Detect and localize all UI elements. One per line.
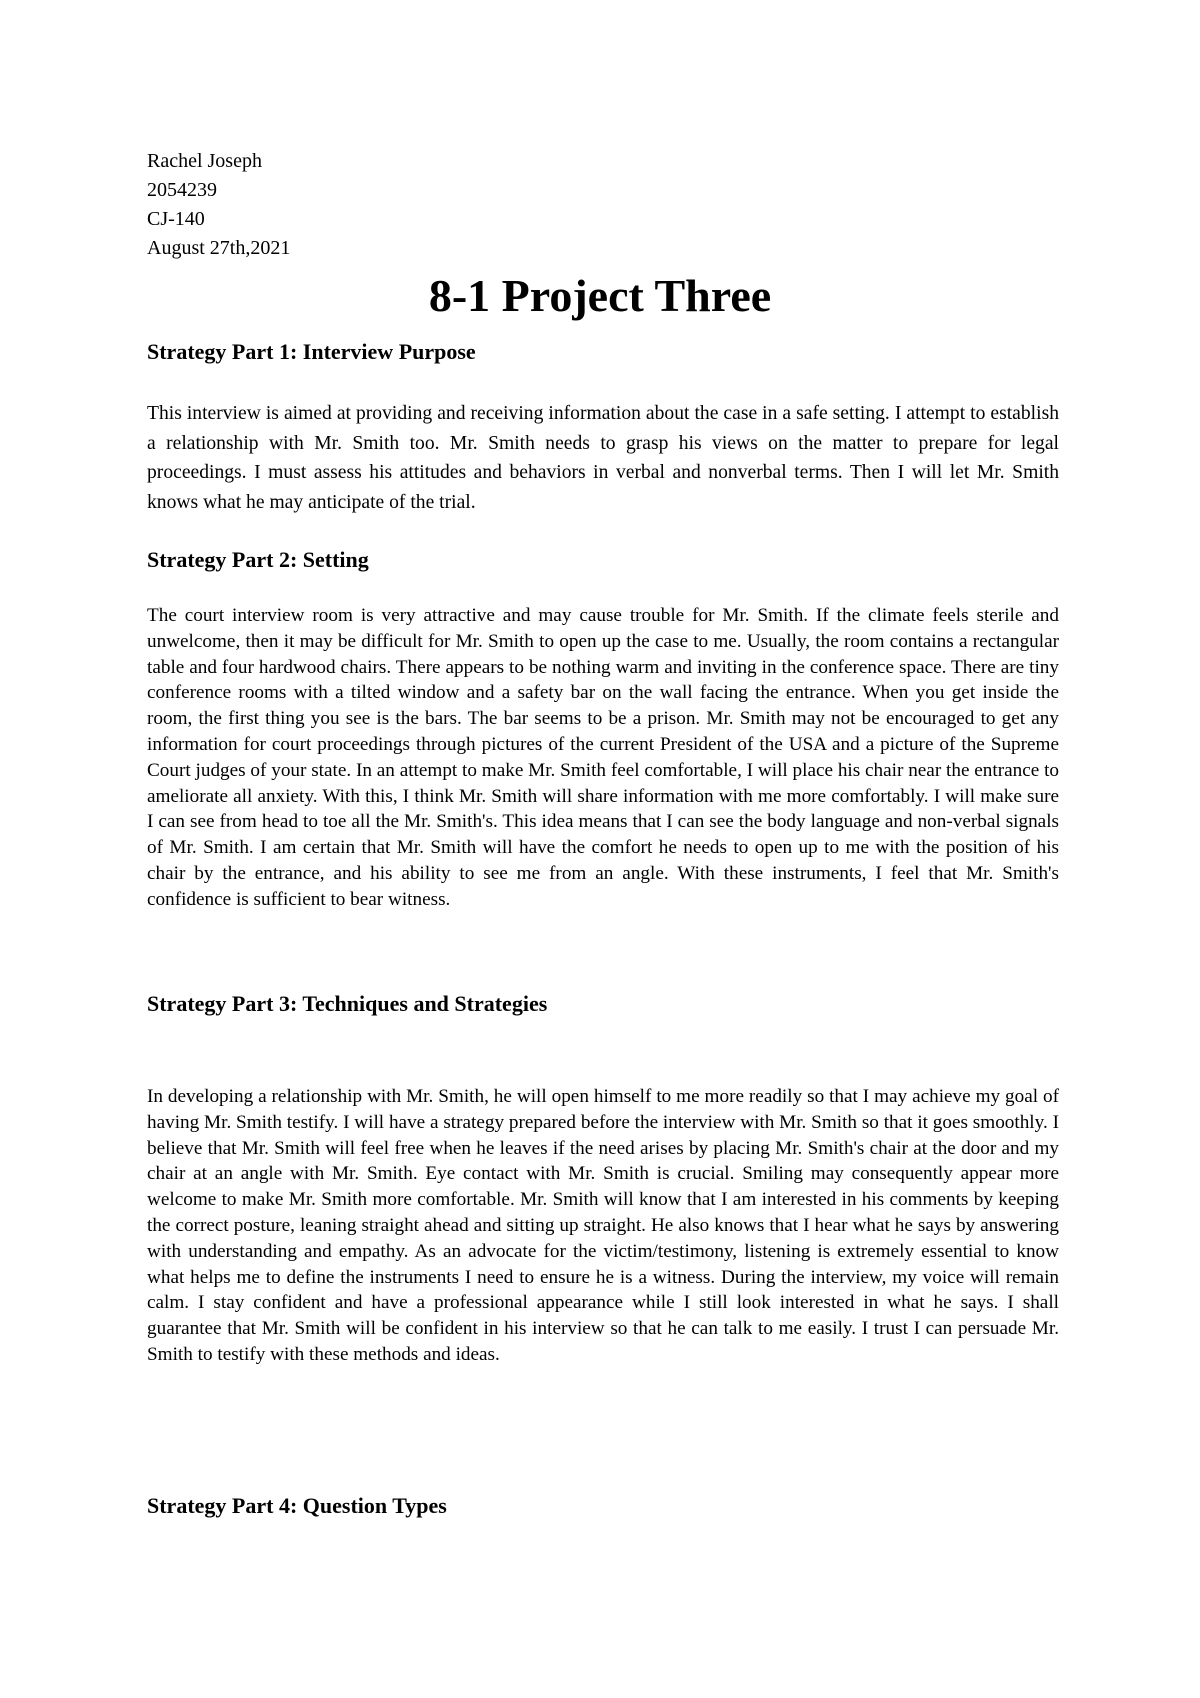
document-date: August 27th,2021 [147,237,291,259]
section-heading-techniques: Strategy Part 3: Techniques and Strategies [147,991,548,1016]
student-id: 2054239 [147,179,217,201]
author-name: Rachel Joseph [147,150,262,172]
section-heading-interview-purpose: Strategy Part 1: Interview Purpose [147,339,476,364]
section-heading-question-types: Strategy Part 4: Question Types [147,1493,447,1518]
section-body-interview-purpose: This interview is aimed at providing and receiving information about the case in a safe setting. I attempt to establish a relationship with Mr. Smith too. Mr. Smith needs to grasp his views on the matter to prepare for legal proceedings. I must assess his attitudes and behaviors in verbal and nonverbal terms. Then I will let Mr. Smith knows what he may anticipate of the trial. [147,403,1059,513]
author-header [147,147,290,263]
section-body-setting: The court interview room is very attractive and may cause trouble for Mr. Smith. If the climate feels sterile and unwelcome, then it may be difficult for Mr. Smith to open up the case to me. Usually, the room contains a rectangular table and four hardwood chairs. There appears to be nothing warm and inviting in the conference space. There are tiny conference rooms with a tilted window and a safety bar on the wall facing the entrance. When you get inside the room, the first thing you see is the bars. The bar seems to be a prison. Mr. Smith may not be encouraged to get any information for court proceedings through pictures of the current President of the USA and a picture of the Supreme Court judges of your state. In an attempt to make Mr. Smith feel comfortable, I will place his chair near the entrance to ameliorate all anxiety. With this, I think Mr. Smith will share information with me more comfortably. I will make sure I can see from head to toe all the Mr. Smith's. This idea means that I can see the body language and non-verbal signals of Mr. Smith. I am certain that Mr. Smith will have the comfort he needs to open up to me with the position of his chair by the entrance, and his ability to see me from an angle. With these instruments, I feel that Mr. Smith's confidence is sufficient to bear witness. [147,605,1059,910]
section-heading-setting: Strategy Part 2: Setting [147,547,369,572]
course-code: CJ-140 [147,208,205,230]
section-body-techniques: In developing a relationship with Mr. Smith, he will open himself to me more readily so that I may achieve my goal of having Mr. Smith testify. I will have a strategy prepared before the interview with Mr. Smith so that it goes smoothly. I believe that Mr. Smith will feel free when he leaves if the need arises by placing Mr. Smith's chair at the door and my chair at an angle with Mr. Smith. Eye contact with Mr. Smith is crucial. Smiling may consequently appear more welcome to make Mr. Smith more comfortable. Mr. Smith will know that I am interested in his comments by keeping the correct posture, leaning straight ahead and sitting up straight. He also knows that I hear what he says by answering with understanding and empathy. As an advocate for the victim/testimony, listening is extremely essential to know what helps me to define the instruments I need to ensure he is a witness. During the interview, my voice will remain calm. I stay confident and have a professional appearance while I still look interested in what he says. I shall guarantee that Mr. Smith will be confident in his interview so that he can talk to me easily. I trust I can persuade Mr. Smith to testify with these methods and ideas. [147,1086,1059,1365]
document-title: 8-1 Project Three [428,270,772,321]
